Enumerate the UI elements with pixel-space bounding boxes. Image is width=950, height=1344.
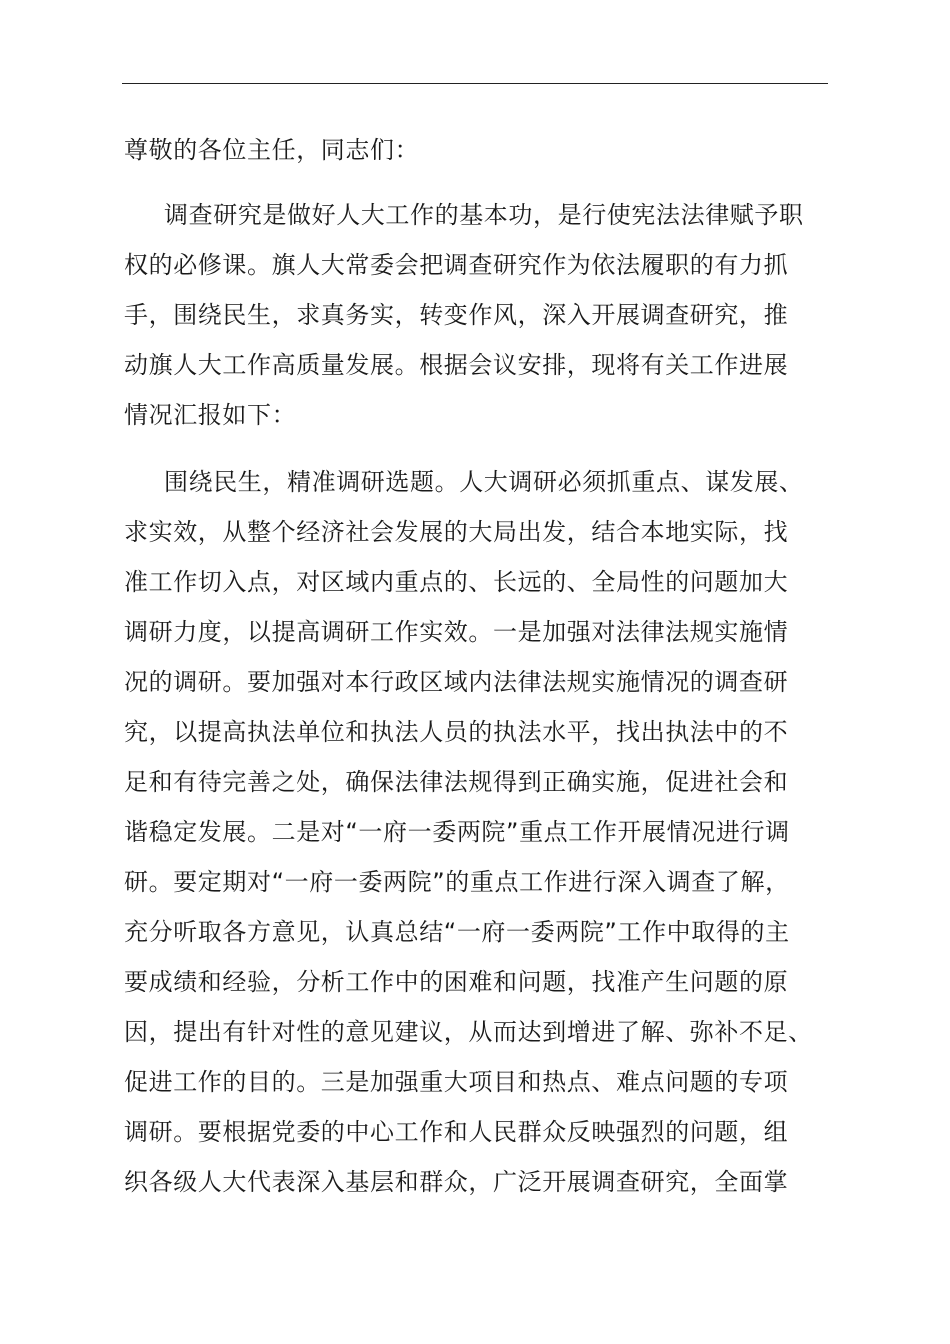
paragraph-1	[124, 190, 828, 440]
paragraph-line: 权的必修课。旗人大常委会把调查研究作为依法履职的有力抓	[124, 251, 789, 279]
paragraph-line: 调查研究是做好人大工作的基本功，是行使宪法法律赋予职	[164, 201, 804, 229]
paragraph-line: 调研。要根据党委的中心工作和人民群众反映强烈的问题，组	[124, 1118, 789, 1146]
paragraph-line: 足和有待完善之处，确保法律法规得到正确实施，促进社会和	[124, 768, 789, 796]
paragraph-line: 况的调研。要加强对本行政区域内法律法规实施情况的调查研	[124, 668, 789, 696]
paragraph-line: 求实效，从整个经济社会发展的大局出发，结合本地实际，找	[124, 518, 789, 546]
salutation	[124, 125, 828, 175]
paragraph-line: 究，以提高执法单位和执法人员的执法水平，找出执法中的不	[124, 718, 789, 746]
paragraph-line: 围绕民生，精准调研选题。人大调研必须抓重点、谋发展、	[164, 468, 804, 496]
paragraph-2	[124, 457, 828, 1207]
paragraph-line: 谐稳定发展。二是对“一府一委两院”重点工作开展情况进行调	[124, 818, 790, 846]
paragraph-line: 调研力度，以提高调研工作实效。一是加强对法律法规实施情	[124, 618, 789, 646]
paragraph-line: 促进工作的目的。三是加强重大项目和热点、难点问题的专项	[124, 1068, 789, 1096]
paragraph-line: 准工作切入点，对区域内重点的、长远的、全局性的问题加大	[124, 568, 789, 596]
paragraph-line: 情况汇报如下：	[124, 401, 297, 429]
paragraph-line: 织各级人大代表深入基层和群众，广泛开展调查研究，全面掌	[124, 1168, 789, 1196]
paragraph-line: 动旗人大工作高质量发展。根据会议安排，现将有关工作进展	[124, 351, 789, 379]
paragraph-line: 要成绩和经验，分析工作中的困难和问题，找准产生问题的原	[124, 968, 789, 996]
paragraph-line: 研。要定期对“一府一委两院”的重点工作进行深入调查了解，	[124, 868, 790, 896]
paragraph-line: 手，围绕民生，求真务实，转变作风，深入开展调查研究，推	[124, 301, 789, 329]
salutation-line: 尊敬的各位主任，同志们：	[124, 136, 420, 164]
header-rule	[122, 83, 828, 84]
paragraph-line: 因，提出有针对性的意见建议，从而达到增进了解、弥补不足、	[124, 1018, 813, 1046]
paragraph-line: 充分听取各方意见，认真总结“一府一委两院”工作中取得的主	[124, 918, 790, 946]
